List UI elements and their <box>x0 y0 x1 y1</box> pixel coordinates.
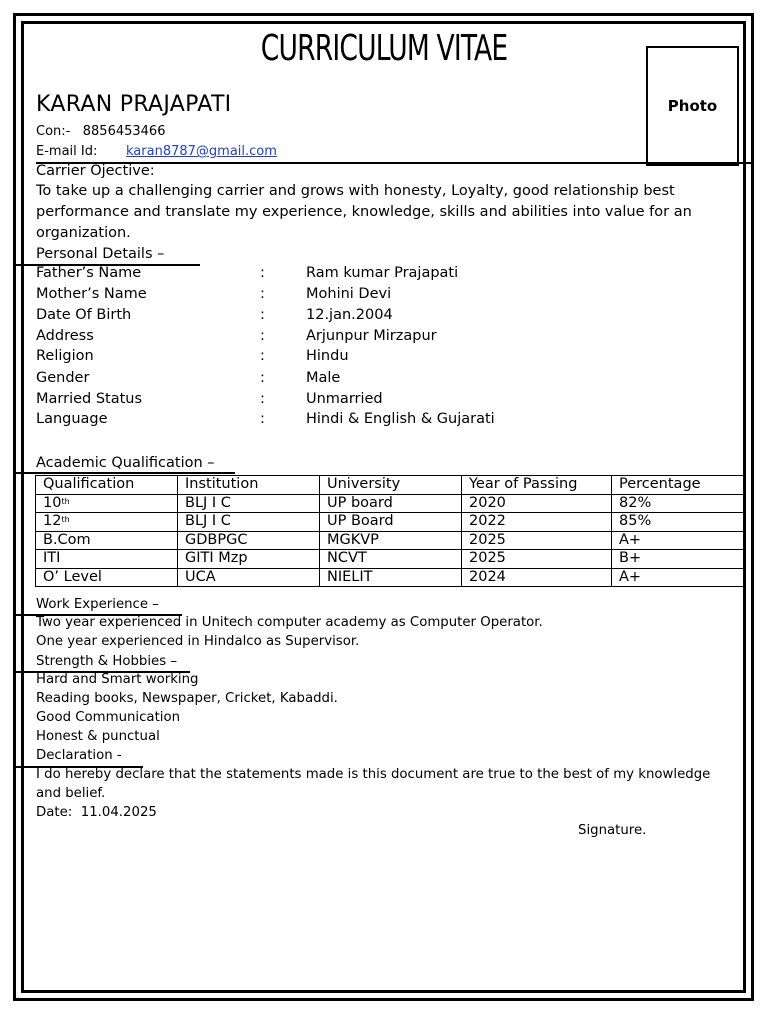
personal-detail-value: Mohini Devi <box>306 286 392 302</box>
university-cell: NCVT <box>320 550 462 569</box>
work-item: Two year experienced in Unitech computer academy as Computer Operator. <box>36 615 543 630</box>
qualification-text: O’ Level <box>43 568 102 585</box>
qualification-text: ITI <box>43 550 61 567</box>
personal-detail-label: Father’s Name <box>36 265 142 281</box>
percentage-cell: A+ <box>612 568 745 587</box>
strength-item: Honest & punctual <box>36 729 160 744</box>
personal-detail-label: Married Status <box>36 391 143 407</box>
strength-heading: Strength & Hobbies – <box>36 654 178 669</box>
email-label: E-mail Id: <box>36 144 98 159</box>
university-cell: MGKVP <box>320 531 462 550</box>
personal-detail-label: Address <box>36 328 94 344</box>
personal-detail-value: Hindi & English & Gujarati <box>306 411 495 427</box>
qualification-text: 10 <box>43 494 62 511</box>
qualification-cell <box>36 513 178 532</box>
table-header-row <box>36 476 745 495</box>
personal-detail-separator: : <box>260 370 265 386</box>
date-line <box>36 803 157 822</box>
institution-cell: BLJ I C <box>178 494 320 513</box>
work-item: One year experienced in Hindalco as Supervisor. <box>36 634 360 649</box>
personal-detail-value: Unmarried <box>306 391 383 407</box>
personal-detail-value: Arjunpur Mirzapur <box>306 328 437 344</box>
candidate-name: KARAN PRAJAPATI <box>36 92 232 117</box>
qualification-suffix: th <box>61 515 70 525</box>
personal-detail-separator: : <box>260 411 265 427</box>
academic-heading-underline <box>15 472 235 474</box>
university-cell: NIELIT <box>320 568 462 587</box>
phone-number: 8856453466 <box>82 124 166 139</box>
personal-detail-separator: : <box>260 286 265 302</box>
personal-detail-label: Gender <box>36 370 90 386</box>
qualification-cell <box>36 494 178 513</box>
document-title: CURRICULUM VITAE <box>260 28 508 69</box>
declaration-heading: Declaration - <box>36 748 122 763</box>
phone-label: Con:- <box>36 124 71 139</box>
table-header-cell: Qualification <box>36 476 178 495</box>
academic-table <box>35 475 745 587</box>
qualification-cell <box>36 550 178 569</box>
qualification-cell <box>36 531 178 550</box>
personal-detail-separator: : <box>260 328 265 344</box>
personal-detail-separator: : <box>260 265 265 281</box>
qualification-text: 12 <box>43 513 62 530</box>
table-row <box>36 494 745 513</box>
table-row <box>36 550 745 569</box>
university-cell: UP Board <box>320 513 462 532</box>
personal-detail-value: Male <box>306 370 341 386</box>
university-cell: UP board <box>320 494 462 513</box>
qualification-text: B.Com <box>43 531 91 548</box>
phone-line <box>36 124 165 139</box>
institution-cell: UCA <box>178 568 320 587</box>
personal-detail-value: 12.jan.2004 <box>306 307 393 323</box>
personal-detail-separator: : <box>260 391 265 407</box>
percentage-cell: A+ <box>612 531 745 550</box>
declaration-text: I do hereby declare that the statements made is this document are true to the best of my knowledge and belief. <box>36 767 711 801</box>
table-header-cell: Percentage <box>612 476 745 495</box>
date-label: Date: <box>36 805 73 820</box>
institution-cell: GDBPGC <box>178 531 320 550</box>
personal-detail-label: Date Of Birth <box>36 307 132 323</box>
table-row <box>36 531 745 550</box>
table-header-cell: University <box>320 476 462 495</box>
objective-heading: Carrier Ojective: <box>36 163 155 179</box>
personal-detail-value: Hindu <box>306 348 349 364</box>
personal-detail-value: Ram kumar Prajapati <box>306 265 459 281</box>
qualification-suffix: th <box>61 496 70 506</box>
personal-details-heading: Personal Details – <box>36 246 165 262</box>
strength-item: Good Communication <box>36 710 181 725</box>
academic-heading: Academic Qualification – <box>36 455 215 471</box>
strength-item: Hard and Smart working <box>36 672 199 687</box>
institution-cell: BLJ I C <box>178 513 320 532</box>
table-row <box>36 513 745 532</box>
work-heading: Work Experience – <box>36 597 159 612</box>
table-header-cell: Year of Passing <box>462 476 612 495</box>
table-header-cell: Institution <box>178 476 320 495</box>
year-cell: 2022 <box>462 513 612 532</box>
personal-detail-label: Mother’s Name <box>36 286 147 302</box>
email-line <box>36 144 277 159</box>
objective-text: To take up a challenging carrier and grows with honesty, Loyalty, good relationship best performance and translate my experience, knowledge, skills and abilities into value for an organization. <box>36 183 692 241</box>
date-value: 11.04.2025 <box>80 805 157 820</box>
photo-label: Photo <box>667 97 718 115</box>
year-cell: 2025 <box>462 550 612 569</box>
personal-detail-separator: : <box>260 307 265 323</box>
signature-label: Signature. <box>578 823 647 838</box>
institution-cell: GITI Mzp <box>178 550 320 569</box>
percentage-cell: 85% <box>612 513 745 532</box>
photo-placeholder <box>646 46 739 166</box>
personal-detail-label: Religion <box>36 348 94 364</box>
year-cell: 2024 <box>462 568 612 587</box>
qualification-cell <box>36 568 178 587</box>
percentage-cell: B+ <box>612 550 745 569</box>
email-link[interactable]: karan8787@gmail.com <box>126 144 277 159</box>
year-cell: 2025 <box>462 531 612 550</box>
table-row <box>36 568 745 587</box>
personal-detail-separator: : <box>260 348 265 364</box>
strength-item: Reading books, Newspaper, Cricket, Kabaddi. <box>36 691 338 706</box>
percentage-cell: 82% <box>612 494 745 513</box>
personal-detail-label: Language <box>36 411 108 427</box>
year-cell: 2020 <box>462 494 612 513</box>
